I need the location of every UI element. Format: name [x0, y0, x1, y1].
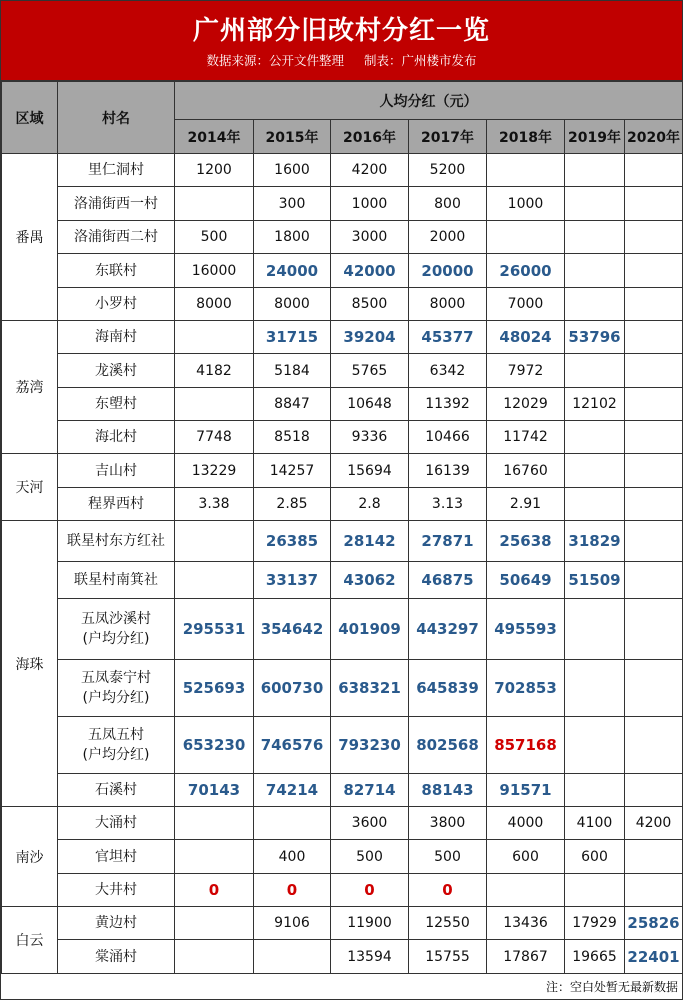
dividend-value-cell	[625, 774, 683, 807]
village-name-line: 大涌村	[95, 815, 137, 831]
table-row	[2, 717, 683, 774]
dividend-value-cell: 3.13	[409, 488, 487, 521]
dividend-value-cell: 16760	[487, 454, 565, 488]
village-name-line: 东联村	[95, 262, 137, 279]
dividend-value-cell	[487, 874, 565, 907]
dividend-value-cell: 746576	[254, 717, 331, 774]
subtitle	[1, 51, 682, 69]
dividend-value-cell: 13594	[331, 940, 409, 974]
village-name-line: 黄边村	[95, 915, 137, 931]
table-row	[2, 154, 683, 187]
village-name-cell	[58, 774, 175, 807]
village-name-cell	[58, 321, 175, 354]
village-name-cell	[58, 807, 175, 840]
year-header: 2018年	[487, 120, 565, 154]
dividend-value-cell: 0	[175, 874, 254, 907]
dividend-value-cell	[625, 221, 683, 254]
year-header: 2015年	[254, 120, 331, 154]
dividend-value-cell	[565, 187, 625, 221]
village-name-cell	[58, 599, 175, 660]
dividend-value-cell: 42000	[331, 254, 409, 288]
dividend-value-cell: 401909	[331, 599, 409, 660]
dividend-value-cell: 8500	[331, 288, 409, 321]
dividend-value-cell	[625, 254, 683, 288]
dividend-value-cell: 6342	[409, 354, 487, 388]
dividend-value-cell: 88143	[409, 774, 487, 807]
village-name-line: 五凤沙溪村	[81, 611, 151, 627]
dividend-value-cell: 25826	[625, 907, 683, 940]
page-title: 广州部分旧改村分红一览	[192, 16, 490, 46]
village-name-line: 洛浦街西一村	[74, 195, 158, 212]
dividend-value-cell: 11742	[487, 421, 565, 454]
dividend-value-cell: 1600	[254, 154, 331, 187]
dividend-value-cell: 802568	[409, 717, 487, 774]
dividend-value-cell: 15694	[331, 454, 409, 488]
village-name-line: 棠涌村	[95, 948, 137, 965]
dividend-value-cell	[625, 321, 683, 354]
dividend-value-cell	[565, 660, 625, 717]
dividend-value-cell	[565, 874, 625, 907]
dividend-value-cell	[175, 321, 254, 354]
region-cell: 天河	[2, 454, 58, 521]
village-name-cell	[58, 907, 175, 940]
dividend-value-cell: 8000	[254, 288, 331, 321]
table-row	[2, 488, 683, 521]
table-row	[2, 454, 683, 488]
dividend-value-cell: 2.85	[254, 488, 331, 521]
dividend-value-cell	[175, 562, 254, 599]
dividend-value-cell: 10648	[331, 388, 409, 421]
dividend-value-cell: 3800	[409, 807, 487, 840]
dividend-value-cell	[625, 488, 683, 521]
table-row	[2, 321, 683, 354]
table-maker: 制表：广州楼市发布	[363, 53, 477, 68]
dividend-value-cell: 13436	[487, 907, 565, 940]
region-cell: 海珠	[2, 521, 58, 807]
village-name-line: 联星村南箕社	[74, 572, 158, 588]
dividend-value-cell: 13229	[175, 454, 254, 488]
village-name-cell	[58, 187, 175, 221]
village-name-line: 大井村	[95, 882, 137, 898]
dividend-value-cell: 31715	[254, 321, 331, 354]
dividend-value-cell: 17929	[565, 907, 625, 940]
year-header: 2020年	[625, 120, 683, 154]
village-name-line: 洛浦街西二村	[74, 229, 158, 245]
dividend-value-cell: 91571	[487, 774, 565, 807]
dividend-value-cell: 2000	[409, 221, 487, 254]
dividend-value-cell	[565, 488, 625, 521]
dividend-value-cell	[565, 154, 625, 187]
dividend-value-cell: 14257	[254, 454, 331, 488]
village-name-cell	[58, 254, 175, 288]
table-row	[2, 521, 683, 562]
dividend-value-cell: 702853	[487, 660, 565, 717]
table-row	[2, 187, 683, 221]
village-name-cell	[58, 288, 175, 321]
table-row	[2, 254, 683, 288]
dividend-value-cell: 500	[409, 840, 487, 874]
village-name-line: (户均分红)	[82, 690, 150, 706]
dividend-value-cell: 10466	[409, 421, 487, 454]
dividend-value-cell: 28142	[331, 521, 409, 562]
dividend-value-cell	[565, 717, 625, 774]
dividend-value-cell: 7000	[487, 288, 565, 321]
title-banner	[1, 1, 682, 81]
table-row	[2, 562, 683, 599]
dividend-value-cell: 4000	[487, 807, 565, 840]
dividend-value-cell	[487, 154, 565, 187]
dividend-value-cell	[487, 221, 565, 254]
dividend-value-cell: 600	[487, 840, 565, 874]
dividend-value-cell: 645839	[409, 660, 487, 717]
village-name-cell	[58, 221, 175, 254]
dividend-value-cell	[565, 288, 625, 321]
dividend-value-cell	[565, 254, 625, 288]
dividend-value-cell: 9336	[331, 421, 409, 454]
dividend-value-cell: 600	[565, 840, 625, 874]
dividend-value-cell: 0	[254, 874, 331, 907]
dividend-value-cell: 0	[409, 874, 487, 907]
dividend-value-cell: 600730	[254, 660, 331, 717]
dividend-value-cell	[175, 940, 254, 974]
dividend-value-cell: 1000	[331, 187, 409, 221]
dividend-value-cell	[565, 774, 625, 807]
dividend-value-cell	[565, 454, 625, 488]
table-row	[2, 874, 683, 907]
village-name-cell	[58, 521, 175, 562]
dividend-value-cell: 8518	[254, 421, 331, 454]
dividend-value-cell: 7972	[487, 354, 565, 388]
dividend-value-cell: 5200	[409, 154, 487, 187]
footer-note: 注：空白处暂无最新数据	[545, 980, 678, 994]
village-name-line: 五凤五村	[88, 727, 144, 743]
dividend-value-cell: 653230	[175, 717, 254, 774]
dividend-value-cell: 9106	[254, 907, 331, 940]
dividend-value-cell: 1200	[175, 154, 254, 187]
dividend-value-cell	[565, 421, 625, 454]
village-name-cell	[58, 388, 175, 421]
dividend-value-cell: 295531	[175, 599, 254, 660]
village-name-cell	[58, 874, 175, 907]
dividend-value-cell: 8847	[254, 388, 331, 421]
dividend-value-cell: 39204	[331, 321, 409, 354]
dividend-value-cell	[625, 388, 683, 421]
village-name-line: 联星村东方红社	[67, 533, 165, 549]
dividend-value-cell: 8000	[175, 288, 254, 321]
table-row	[2, 599, 683, 660]
village-name-line: 吉山村	[95, 462, 137, 479]
dividend-value-cell	[565, 354, 625, 388]
region-cell: 南沙	[2, 807, 58, 907]
dividend-value-cell: 20000	[409, 254, 487, 288]
village-name-line: 官坦村	[95, 848, 137, 865]
village-name-cell	[58, 660, 175, 717]
dividend-value-cell: 4182	[175, 354, 254, 388]
table-row	[2, 421, 683, 454]
dividend-value-cell: 793230	[331, 717, 409, 774]
year-header: 2017年	[409, 120, 487, 154]
dividend-value-cell: 638321	[331, 660, 409, 717]
dividend-value-cell	[175, 840, 254, 874]
village-name-cell	[58, 354, 175, 388]
dividend-value-cell	[565, 221, 625, 254]
dividend-value-cell: 2.8	[331, 488, 409, 521]
dividend-value-cell	[625, 660, 683, 717]
dividend-value-cell	[175, 388, 254, 421]
dividend-value-cell: 5184	[254, 354, 331, 388]
dividend-value-cell: 11900	[331, 907, 409, 940]
village-name-cell	[58, 454, 175, 488]
dividend-value-cell: 15755	[409, 940, 487, 974]
village-name-line: 龙溪村	[95, 362, 137, 379]
col-header-village: 村名	[58, 82, 175, 154]
dividend-value-cell: 33137	[254, 562, 331, 599]
table-row	[2, 660, 683, 717]
dividend-value-cell: 16000	[175, 254, 254, 288]
dividend-value-cell: 3600	[331, 807, 409, 840]
village-name-line: 小罗村	[95, 296, 137, 312]
col-header-group: 人均分红（元）	[175, 82, 683, 120]
dividend-value-cell: 4200	[331, 154, 409, 187]
dividend-value-cell	[625, 421, 683, 454]
dividend-value-cell: 8000	[409, 288, 487, 321]
dividend-value-cell: 50649	[487, 562, 565, 599]
dividend-value-cell: 4100	[565, 807, 625, 840]
village-name-line: 海南村	[95, 329, 137, 345]
dividend-value-cell: 1800	[254, 221, 331, 254]
dividend-value-cell: 27871	[409, 521, 487, 562]
village-name-line: 石溪村	[95, 782, 137, 798]
village-name-cell	[58, 940, 175, 974]
dividend-value-cell: 500	[331, 840, 409, 874]
dividend-value-cell	[625, 187, 683, 221]
dividend-value-cell	[625, 454, 683, 488]
dividend-value-cell: 74214	[254, 774, 331, 807]
village-name-line: (户均分红)	[82, 631, 150, 647]
dividend-value-cell: 2.91	[487, 488, 565, 521]
dividend-value-cell: 500	[175, 221, 254, 254]
village-name-cell	[58, 154, 175, 187]
dividend-value-cell: 12029	[487, 388, 565, 421]
village-name-line: 五凤泰宁村	[81, 670, 151, 686]
table-row	[2, 221, 683, 254]
dividend-value-cell	[254, 940, 331, 974]
dividend-value-cell: 300	[254, 187, 331, 221]
dividend-value-cell: 800	[409, 187, 487, 221]
table-row	[2, 907, 683, 940]
table-row	[2, 288, 683, 321]
dividend-value-cell	[625, 288, 683, 321]
dividend-value-cell: 31829	[565, 521, 625, 562]
dividend-value-cell: 24000	[254, 254, 331, 288]
table-row	[2, 388, 683, 421]
dividend-value-cell: 26385	[254, 521, 331, 562]
dividend-value-cell: 46875	[409, 562, 487, 599]
dividend-value-cell: 857168	[487, 717, 565, 774]
region-cell: 荔湾	[2, 321, 58, 454]
dividend-value-cell: 525693	[175, 660, 254, 717]
village-name-cell	[58, 717, 175, 774]
dividend-value-cell: 48024	[487, 321, 565, 354]
village-name-line: 东塱村	[95, 396, 137, 412]
village-name-line: 海北村	[95, 429, 137, 445]
data-source: 数据来源：公开文件整理	[206, 53, 344, 68]
dividend-value-cell: 16139	[409, 454, 487, 488]
dividend-value-cell	[175, 807, 254, 840]
dividend-value-cell	[625, 840, 683, 874]
village-name-cell	[58, 488, 175, 521]
dividend-value-cell: 12550	[409, 907, 487, 940]
dividend-value-cell: 0	[331, 874, 409, 907]
dividend-value-cell: 45377	[409, 321, 487, 354]
village-name-cell	[58, 562, 175, 599]
table-row	[2, 940, 683, 974]
dividend-value-cell: 26000	[487, 254, 565, 288]
dividend-value-cell: 12102	[565, 388, 625, 421]
village-name-line: (户均分红)	[82, 747, 150, 763]
dividend-value-cell	[254, 807, 331, 840]
dividend-value-cell	[175, 187, 254, 221]
col-header-region: 区域	[2, 82, 58, 154]
village-name-cell	[58, 421, 175, 454]
dividend-value-cell: 400	[254, 840, 331, 874]
dividend-value-cell: 11392	[409, 388, 487, 421]
region-cell: 番禺	[2, 154, 58, 321]
dividend-value-cell: 495593	[487, 599, 565, 660]
dividend-value-cell	[625, 154, 683, 187]
dividend-value-cell: 5765	[331, 354, 409, 388]
dividend-value-cell: 7748	[175, 421, 254, 454]
table-row	[2, 774, 683, 807]
village-name-cell	[58, 840, 175, 874]
year-header: 2019年	[565, 120, 625, 154]
dividend-value-cell	[175, 521, 254, 562]
dividend-value-cell: 3000	[331, 221, 409, 254]
dividend-value-cell: 70143	[175, 774, 254, 807]
dividend-value-cell: 19665	[565, 940, 625, 974]
table-row	[2, 807, 683, 840]
dividend-value-cell	[625, 521, 683, 562]
village-name-line: 程界西村	[88, 496, 144, 512]
dividend-value-cell	[625, 562, 683, 599]
dividend-value-cell: 17867	[487, 940, 565, 974]
village-name-line: 里仁洞村	[88, 162, 144, 178]
dividend-value-cell: 43062	[331, 562, 409, 599]
region-cell: 白云	[2, 907, 58, 974]
dividend-value-cell	[175, 907, 254, 940]
dividend-value-cell: 1000	[487, 187, 565, 221]
dividend-value-cell	[625, 874, 683, 907]
year-header: 2016年	[331, 120, 409, 154]
dividend-value-cell	[625, 599, 683, 660]
dividend-value-cell: 22401	[625, 940, 683, 974]
dividend-value-cell: 3.38	[175, 488, 254, 521]
dividend-table	[1, 81, 683, 974]
table-row	[2, 354, 683, 388]
dividend-value-cell: 25638	[487, 521, 565, 562]
dividend-value-cell: 53796	[565, 321, 625, 354]
table-row	[2, 840, 683, 874]
dividend-value-cell	[625, 717, 683, 774]
dividend-value-cell	[625, 354, 683, 388]
year-header: 2014年	[175, 120, 254, 154]
dividend-value-cell: 82714	[331, 774, 409, 807]
dividend-value-cell	[565, 599, 625, 660]
dividend-value-cell: 443297	[409, 599, 487, 660]
dividend-value-cell: 354642	[254, 599, 331, 660]
dividend-value-cell: 51509	[565, 562, 625, 599]
dividend-value-cell: 4200	[625, 807, 683, 840]
